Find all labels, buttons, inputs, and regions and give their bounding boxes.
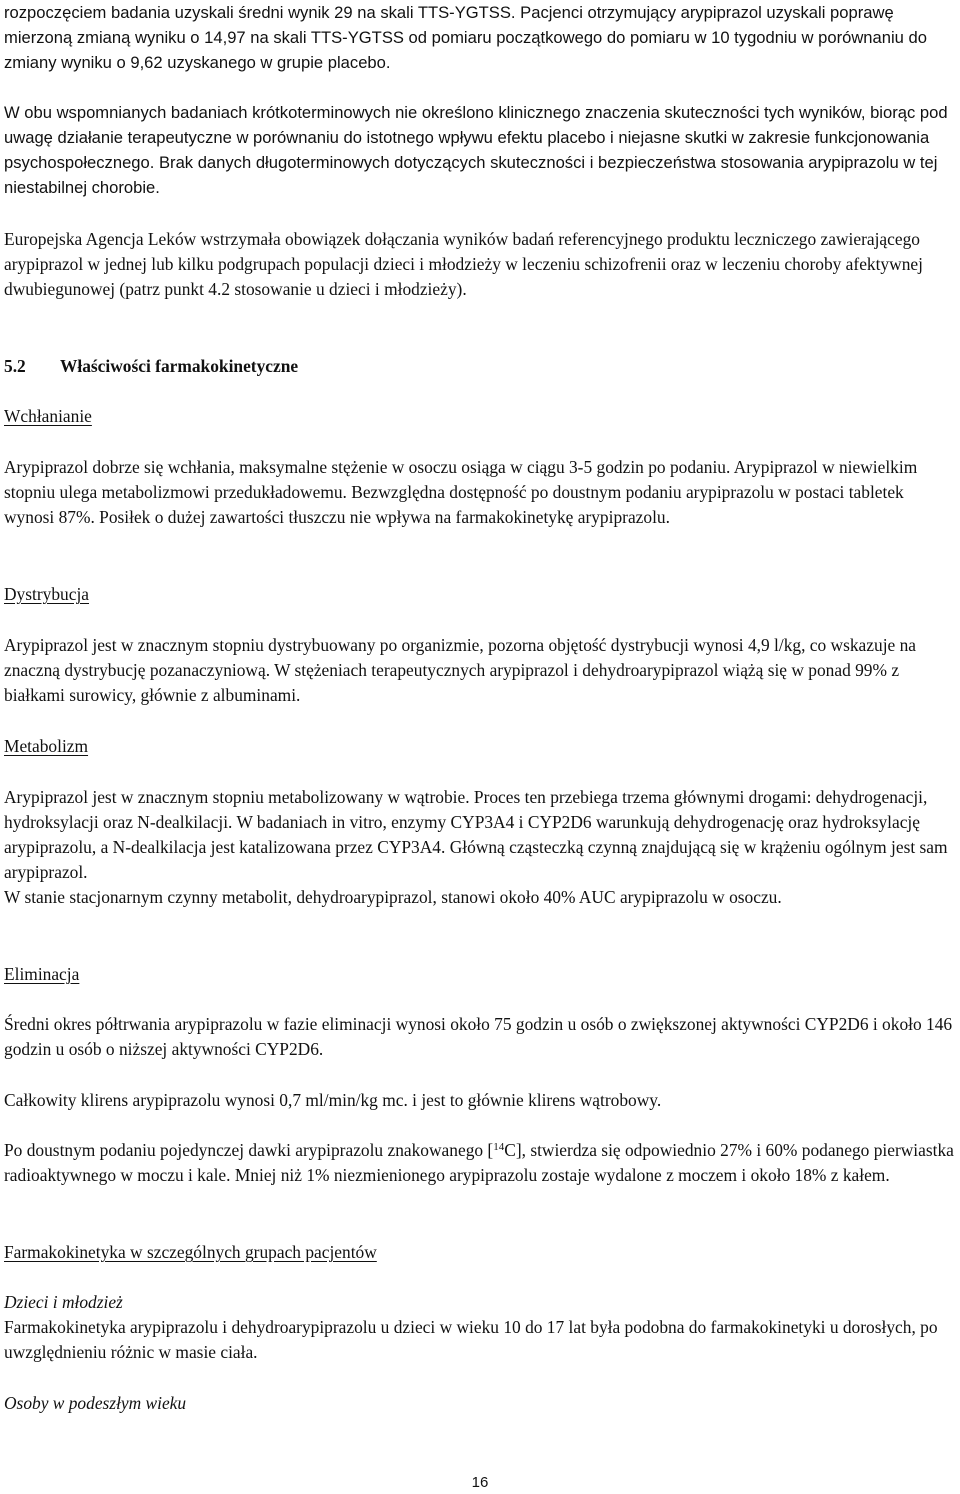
- paragraph-elimination-1: Średni okres półtrwania arypiprazolu w fazie eliminacji wynosi około 75 godzin u osób o zwiększonej aktywności CYP2D6 i około 146 godzin u osób o niższej aktywności CYP2D6.: [4, 1014, 953, 1059]
- paragraph-elimination-2: Całkowity klirens arypiprazolu wynosi 0,7 ml/min/kg mc. i jest to głównie klirens wątrobowy.: [4, 1090, 662, 1110]
- section-title: Właściwości farmakokinetyczne: [60, 356, 299, 376]
- elimination-3-text-a: Po doustnym podaniu pojedynczej dawki arypiprazolu znakowanego [: [4, 1140, 494, 1160]
- elimination-3-text-b: C], stwierdza się odpowiednio 27% i 60% podanego pierwiastka radioaktywnego w moczu i kale. Mniej niż 1% niezmienionego arypiprazolu zostaje wydalone z moczem i około 18% z kałem.: [4, 1140, 954, 1185]
- paragraph-metabolism-1: Arypiprazol jest w znacznym stopniu metabolizowany w wątrobie. Proces ten przebiega trzema głównymi drogami: dehydrogenacji, hydroksylacji oraz N-dealkilacji. W badaniach in vitro, enzymy CYP3A4 i CYP2D6 warunkują dehydrogenację oraz hydroksylację arypiprazolu, a N-dealkilacja jest katalizowana przez CYP3A4. Główną cząsteczką czynną znajdującą się w krążeniu ogólnym jest sam arypiprazol.: [4, 787, 948, 882]
- subheading-children: Dzieci i młodzież: [4, 1292, 123, 1312]
- subheading-absorption: Wchłanianie: [4, 406, 92, 426]
- paragraph-absorption: Arypiprazol dobrze się wchłania, maksymalne stężenie w osoczu osiąga w ciągu 3-5 godzin po podaniu. Arypiprazol w niewielkim stopniu ulega metabolizmowi przedukładowemu. Bezwzględna dostępność po doustnym podaniu arypiprazolu w postaci tabletek wynosi 87%. Posiłek o dużej zawartości tłuszczu nie wpływa na farmakokinetykę arypiprazolu.: [4, 457, 918, 527]
- paragraph-metabolism-2: W stanie stacjonarnym czynny metabolit, dehydroarypiprazol, stanowi około 40% AUC arypiprazolu w osoczu.: [4, 887, 782, 907]
- paragraph-ema-waiver: Europejska Agencja Leków wstrzymała obowiązek dołączania wyników badań referencyjnego produktu leczniczego zawierającego arypiprazol w jednej lub kilku podgrupach populacji dzieci i młodzieży w leczeniu schizofrenii oraz w leczeniu choroby afektywnej dwubiegunowej (patrz punkt 4.2 stosowanie u dzieci i młodzieży).: [4, 229, 923, 299]
- paragraph-children: Farmakokinetyka arypiprazolu i dehydroarypiprazolu u dzieci w wieku 10 do 17 lat była podobna do farmakokinetyki u dorosłych, po uwzględnieniu różnic w masie ciała.: [4, 1317, 938, 1362]
- section-number: 5.2: [4, 356, 26, 376]
- subheading-special-groups: Farmakokinetyka w szczególnych grupach pacjentów: [4, 1242, 377, 1262]
- paragraph-short-term-studies: W obu wspomnianych badaniach krótkoterminowych nie określono klinicznego znaczenia skuteczności tych wyników, biorąc pod uwagę działanie terapeutyczne w porównaniu do istotnego wpływu efektu placebo i niejasne skutki w zakresie funkcjonowania psychospołecznego. Brak danych długoterminowych dotyczących skuteczności i bezpieczeństwa stosowania arypiprazolu w tej niestabilnej chorobie.: [4, 103, 948, 197]
- subheading-metabolism: Metabolizm: [4, 736, 89, 756]
- subheading-distribution: Dystrybucja: [4, 584, 90, 604]
- paragraph-distribution: Arypiprazol jest w znacznym stopniu dystrybuowany po organizmie, pozorna objętość dystrybucji wynosi 4,9 l/kg, co wskazuje na znaczną dystrybucję pozanaczyniową. W stężeniach terapeutycznych arypiprazol i dehydroarypiprazol wiążą się w ponad 99% z białkami surowicy, głównie z albuminami.: [4, 635, 917, 705]
- subheading-elderly: Osoby w podeszłym wieku: [4, 1393, 187, 1413]
- paragraph-elimination-3: [4, 1138, 956, 1188]
- subheading-elimination: Eliminacja: [4, 964, 80, 984]
- section-heading: [4, 354, 956, 379]
- page-number: 16: [471, 1474, 489, 1491]
- paragraph-intro: rozpoczęciem badania uzyskali średni wynik 29 na skali TTS-YGTSS. Pacjenci otrzymujący arypiprazol uzyskali poprawę mierzoną zmianą wyniku o 14,97 na skali TTS-YGTSS od pomiaru początkowego do pomiaru w 10 tygodniu w porównaniu do zmiany wyniku o 9,62 uzyskanego w grupie placebo.: [4, 3, 927, 72]
- isotope-superscript: 14: [493, 1141, 505, 1153]
